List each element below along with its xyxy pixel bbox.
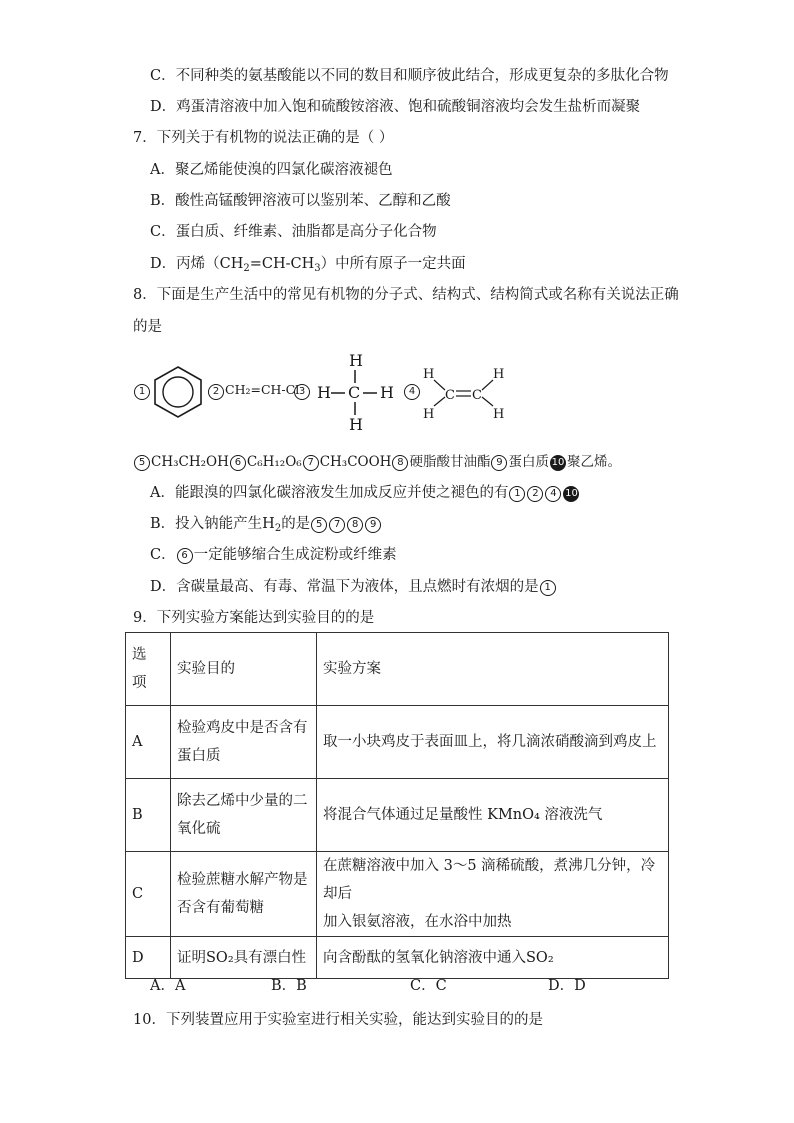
num-4: 4 (404, 384, 420, 400)
table-row (126, 852, 669, 937)
header-plan: 实验方案 (317, 633, 669, 706)
methane-structure-icon (311, 348, 401, 438)
row-goal: 除去乙烯中少量的二 氧化硫 (171, 779, 317, 852)
vinyl-chloride-formula: CH₂=CH-Cl (225, 382, 300, 397)
q7-option-d: D．丙烯$(CH_2=CH-CH_3)$中所有原子一定共面 (150, 256, 466, 274)
row-option: D (126, 937, 171, 979)
benzene-ring-icon (151, 364, 205, 420)
row-goal: 证明SO₂具有漂白性 (171, 937, 317, 979)
q7-option-b: B．酸性高锰酸钾溶液可以鉴别苯、乙醇和乙酸 (150, 193, 451, 209)
row-option: B (126, 779, 171, 852)
row-plan: 向含酚酞的氢氧化钠溶液中通入SO₂ (317, 937, 669, 979)
q8-substance-list: 5 CH₃CH₂OH 6 C₆H₁₂O₆ 7 CH₃COOH 8 硬脂酸甘油酯 9 蛋白质 10 聚乙烯。 (133, 452, 621, 472)
svg-text:H: H (423, 367, 435, 382)
q8-stem-line2: 的是 (133, 319, 162, 335)
svg-text:H: H (349, 351, 363, 370)
row-option: A (126, 706, 171, 779)
q6-option-c: C．不同种类的氨基酸能以不同的数目和顺序彼此结合，形成更复杂的多肽化合物 (150, 68, 669, 84)
svg-text:C: C (472, 388, 482, 403)
table-row (126, 706, 669, 779)
row-plan: 取一小块鸡皮于表面皿上，将几滴浓硝酸滴到鸡皮上 (317, 706, 669, 779)
svg-text:H: H (317, 383, 331, 402)
svg-text:C: C (445, 388, 455, 403)
q8-option-c: C． 6 一定能够缩合生成淀粉或纤维素 (150, 547, 397, 563)
q7-option-a: A．聚乙烯能使溴的四氯化碳溶液褪色 (150, 162, 393, 178)
q9-answer-c: C．C (410, 978, 447, 994)
row-option: C (126, 852, 171, 937)
header-goal: 实验目的 (171, 633, 317, 706)
row-goal: 检验鸡皮中是否含有 蛋白质 (171, 706, 317, 779)
svg-text:H: H (380, 383, 394, 402)
q8-option-d: D．含碳量最高、有毒、常温下为液体，且点燃时有浓烟的是 1 (150, 577, 557, 597)
table-header-row (126, 633, 669, 706)
svg-text:C: C (348, 383, 361, 402)
q8-option-a: A．能跟溴的四氯化碳溶液发生加成反应并使之褪色的有 1 2 4 10 (150, 485, 578, 501)
q8-structures (133, 348, 513, 438)
row-plan: 在蔗糖溶液中加入 3～5 滴稀硫酸，煮沸几分钟，冷却后 加入银氨溶液，在水浴中加热 (317, 852, 669, 937)
q9-experiment-table (125, 632, 669, 979)
svg-text:H: H (349, 415, 363, 434)
table-row (126, 779, 669, 852)
q9-answer-b: B．B (271, 978, 307, 994)
q8-option-b: B．投入钠能产生$H_2$的是 5 7 8 9 (150, 514, 382, 534)
q9-answer-d: D．D (548, 978, 586, 994)
num-3: 3 (294, 384, 310, 400)
svg-text:H: H (423, 407, 435, 422)
q9-stem: 9．下列实验方案能达到实验目的的是 (133, 610, 375, 626)
svg-text:H: H (493, 407, 505, 422)
num-2: 2 (208, 384, 224, 400)
svg-text:H: H (493, 367, 505, 382)
q10-stem: 10．下列装置应用于实验室进行相关实验，能达到实验目的的是 (133, 1012, 543, 1028)
row-plan: 将混合气体通过足量酸性 KMnO₄ 溶液洗气 (317, 779, 669, 852)
q7-option-c: C．蛋白质、纤维素、油脂都是高分子化合物 (150, 224, 437, 240)
header-option: 选项 (126, 633, 171, 706)
q8-stem-line1: 8．下面是生产生活中的常见有机物的分子式、结构式、结构简式或名称有关说法正确 (133, 287, 679, 303)
q6-option-d: D．鸡蛋清溶液中加入饱和硫酸铵溶液、饱和硫酸铜溶液均会发生盐析而凝聚 (150, 99, 641, 115)
ethylene-structure-icon (421, 362, 513, 424)
q7-stem: 7．下列关于有机物的说法正确的是（ ） (133, 130, 394, 146)
table-row (126, 937, 669, 979)
num-1: 1 (134, 384, 150, 400)
row-goal: 检验蔗糖水解产物是 否含有葡萄糖 (171, 852, 317, 937)
q9-answer-a: A．A (150, 978, 186, 994)
